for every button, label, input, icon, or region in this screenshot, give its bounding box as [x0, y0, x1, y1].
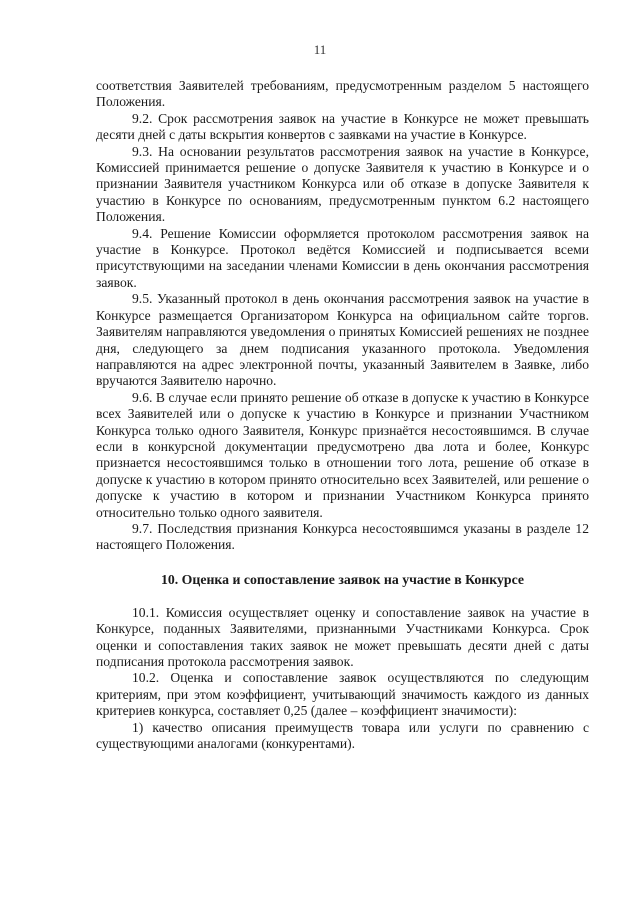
paragraph-10-2-item-1: 1) качество описания преимуществ товара или услуги по сравнению с существующими аналогами (конкурентами).	[96, 719, 589, 752]
page-number: 11	[313, 42, 327, 57]
paragraph-9-5: 9.5. Указанный протокол в день окончания рассмотрения заявок на участие в Конкурсе размещается Организатором Конкурса на официальном сайте торгов. Заявителям направляются уведомления о принятых Комиссией решениях не позднее дня, следующего за днем подписания указанного протокола. Уведомления направляются на адрес электронной почты, указанный Заявителем в Заявке, либо вручаются Заявителю нарочно.	[96, 291, 589, 389]
document-body	[96, 78, 589, 752]
paragraph-10-2: 10.2. Оценка и сопоставление заявок осуществляются по следующим критериям, при этом коэффициент, учитывающий значимость каждого из данных критериев конкурса, составляет 0,25 (далее – коэффициент значимости):	[96, 670, 589, 719]
paragraph-9-4: 9.4. Решение Комиссии оформляется протоколом рассмотрения заявок на участие в Конкурсе. Протокол ведётся Комиссией и подписывается всеми присутствующими на заседании членами Комиссии в день окончания рассмотрения заявок.	[96, 225, 589, 290]
paragraph-10-1: 10.1. Комиссия осуществляет оценку и сопоставление заявок на участие в Конкурсе, поданных Заявителями, признанными Участниками Конкурса. Срок оценки и сопоставления таких заявок не может превышать десяти дней с даты подписания протокола рассмотрения заявок.	[96, 604, 589, 669]
paragraph-9-7: 9.7. Последствия признания Конкурса несостоявшимся указаны в разделе 12 настоящего Положения.	[96, 520, 589, 553]
paragraph-9-2: 9.2. Срок рассмотрения заявок на участие в Конкурсе не может превышать десяти дней с даты вскрытия конвертов с заявками на участие в Конкурсе.	[96, 110, 589, 143]
paragraph-9-3: 9.3. На основании результатов рассмотрения заявок на участие в Конкурсе, Комиссией принимается решение о допуске Заявителя к участию в Конкурсе и о признании Заявителя участником Конкурса или об отказе в допуске Заявителя к участию в Конкурсе по основаниям, предусмотренным пунктом 6.2 настоящего Положения.	[96, 143, 589, 225]
paragraph-9-6: 9.6. В случае если принято решение об отказе в допуске к участию в Конкурсе всех Заявителей или о допуске к участию в Конкурсе и признании Участником Конкурса только одного Заявителя, Конкурс признаётся несостоявшимся. В случае если в конкурсной документации предусмотрено два лота и более, Конкурс признается несостоявшимся только в отношении того лота, решение об отказе в допуске к участию в котором принято относительно всех Заявителей, или решение о допуске к участию в котором и признании Участником Конкурса принято относительно только одного заявителя.	[96, 389, 589, 520]
section-heading-10: 10. Оценка и сопоставление заявок на участие в Конкурсе	[160, 571, 525, 587]
paragraph-continuation: соответствия Заявителей требованиям, предусмотренным разделом 5 настоящего Положения.	[96, 78, 589, 110]
